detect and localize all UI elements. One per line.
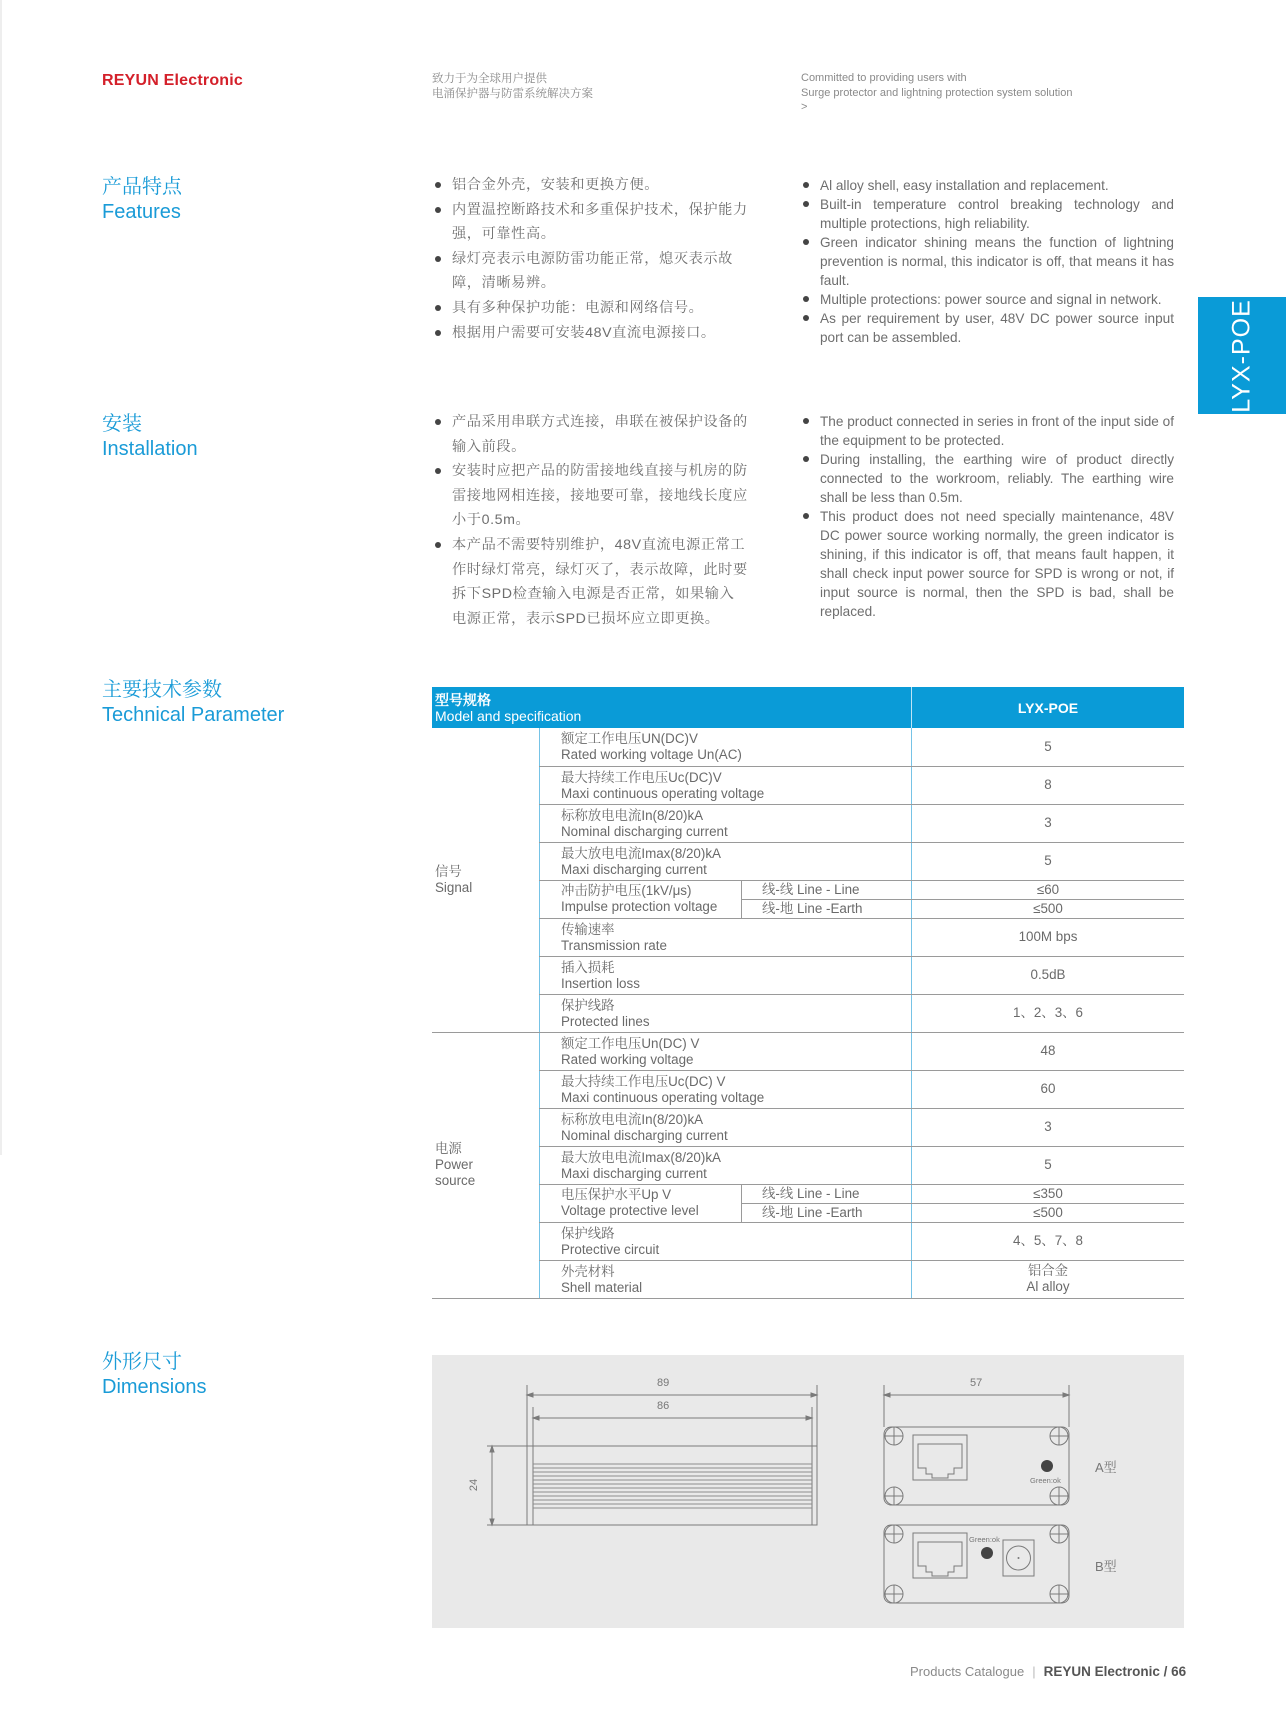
table-row (432, 728, 1184, 766)
param-value: 1、2、3、6 (912, 994, 1185, 1032)
param-en: Rated working voltage Un(AC) (561, 747, 742, 763)
param-label (540, 842, 912, 880)
value-cn: 铝合金 (1027, 1263, 1069, 1278)
param-cn: 外壳材料 (561, 1263, 615, 1279)
param-label (540, 1184, 742, 1222)
param-en: Maxi discharging current (561, 1165, 707, 1181)
dimensions-title-en: Dimensions (102, 1376, 207, 1398)
indicator-led-icon (1041, 1460, 1053, 1472)
param-cn: 传输速率 (561, 921, 615, 937)
installation-heading (102, 412, 198, 462)
param-en: Maxi continuous operating voltage (561, 785, 765, 801)
footer-catalogue: Products Catalogue (910, 1664, 1025, 1679)
param-value: ≤60 (912, 880, 1185, 899)
param-label (540, 918, 912, 956)
param-en: Protected lines (561, 1013, 650, 1029)
sub-param-label: 线-线 Line - Line (742, 1184, 912, 1203)
param-cn: 插入损耗 (561, 959, 615, 975)
dimensions-drawing (432, 1355, 1184, 1628)
list-item: 具有多种保护功能：电源和网络信号。 (432, 296, 748, 321)
param-value (912, 1260, 1185, 1298)
list-item: During installing, the earthing wire of product directly connected to the workroom, reliably. The earthing wire shall be less than 0.5m. (800, 450, 1174, 507)
param-en: Maxi continuous operating voltage (561, 1089, 765, 1105)
param-en: Impulse protection voltage (561, 899, 718, 914)
spec-header-model: LYX-POE (912, 687, 1185, 728)
param-cn: 最大放电电流Imax(8/20)kA (561, 845, 721, 861)
brand-name: REYUN Electronic (102, 72, 244, 89)
features-list-cn (432, 173, 748, 345)
list-item: As per requirement by user, 48V DC power source input port can be assembled. (800, 309, 1174, 347)
table-row (432, 1146, 1184, 1184)
sub-param-label: 线-地 Line -Earth (742, 1203, 912, 1222)
dim-width: 57 (970, 1377, 983, 1389)
technical-heading (102, 678, 284, 728)
dimensions-title-cn: 外形尺寸 (102, 1351, 182, 1373)
tagline-en (801, 71, 1073, 115)
installation-list-en (800, 412, 1174, 621)
header-cn: 型号规格 (435, 691, 491, 708)
features-title-cn: 产品特点 (102, 176, 182, 198)
features-list-en (800, 176, 1174, 347)
param-cn: 电压保护水平Up V (561, 1187, 672, 1202)
param-value: 4、5、7、8 (912, 1222, 1185, 1260)
param-cn: 冲击防护电压(1kV/μs) (561, 883, 692, 898)
sub-param-label: 线-线 Line - Line (742, 880, 912, 899)
list-item: This product does not need specially maintenance, 48V DC power source working normally, the green indicator is shining, if this indicator is off, that means fault happen, it shall check input power source for SPD is wrong or not, if input source is normal, then the SPD is bad, shall be replaced. (800, 507, 1174, 621)
param-label (540, 956, 912, 994)
footer-brand-page: REYUN Electronic / 66 (1043, 1664, 1187, 1679)
group-label-cn: 信号 (435, 863, 462, 879)
table-row (432, 1222, 1184, 1260)
footer-separator: | (1032, 1664, 1036, 1679)
table-row (432, 1108, 1184, 1146)
group-label-en: Power source (435, 1157, 476, 1188)
dimension-diagram (432, 1355, 1184, 1628)
param-cn: 最大放电电流Imax(8/20)kA (561, 1149, 721, 1165)
param-cn: 额定工作电压UN(DC)V (561, 731, 698, 747)
param-cn: 保护线路 (561, 1225, 615, 1241)
param-value: 48 (912, 1032, 1185, 1070)
param-label (540, 1260, 912, 1298)
tagline-cn (432, 72, 593, 102)
param-en: Nominal discharging current (561, 1127, 728, 1143)
variant-b-label: B型 (1095, 1559, 1117, 1574)
param-value: 3 (912, 1108, 1185, 1146)
param-label (540, 1146, 912, 1184)
side-tab-label: LYX-POE (1227, 298, 1256, 413)
table-row (432, 880, 1184, 899)
param-label (540, 880, 742, 918)
param-cn: 标称放电电流In(8/20)kA (561, 1111, 704, 1127)
technical-title-cn: 主要技术参数 (102, 679, 222, 701)
variant-a-label: A型 (1095, 1460, 1117, 1475)
param-value: ≤350 (912, 1184, 1185, 1203)
param-cn: 保护线路 (561, 997, 615, 1013)
param-en: Rated working voltage (561, 1051, 694, 1067)
value-en: Al alloy (1026, 1279, 1070, 1294)
param-value: 8 (912, 766, 1185, 804)
table-row (432, 956, 1184, 994)
table-row (432, 1032, 1184, 1070)
list-item: The product connected in series in front of the input side of the equipment to be protected. (800, 412, 1174, 450)
param-label (540, 1070, 912, 1108)
table-row (432, 1184, 1184, 1203)
list-item: Multiple protections: power source and signal in network. (800, 290, 1174, 309)
table-row (432, 918, 1184, 956)
list-item: Green indicator shining means the function of lightning prevention is normal, this indicator is off, that means it has fault. (800, 233, 1174, 290)
tagline-en-line: Surge protector and lightning protection system solution (801, 86, 1073, 99)
table-row (432, 804, 1184, 842)
list-item: 内置温控断路技术和多重保护技术，保护能力强，可靠性高。 (432, 198, 748, 247)
tagline-cn-line: 电涌保护器与防雷系统解决方案 (432, 88, 593, 100)
param-value: ≤500 (912, 899, 1185, 918)
param-en: Protective circuit (561, 1241, 660, 1257)
param-value: 100M bps (912, 918, 1185, 956)
param-en: Insertion loss (561, 975, 640, 991)
group-label-en: Signal (435, 879, 473, 895)
param-en: Transmission rate (561, 937, 667, 953)
param-label (540, 1222, 912, 1260)
features-title-en: Features (102, 201, 181, 223)
table-row (432, 842, 1184, 880)
header-en: Model and specification (435, 707, 582, 724)
spec-header-label (432, 687, 912, 728)
group-power (432, 1032, 540, 1298)
list-item: Built-in temperature control breaking technology and multiple protections, high reliability. (800, 195, 1174, 233)
param-label (540, 804, 912, 842)
param-en: Voltage protective level (561, 1203, 699, 1218)
param-label (540, 766, 912, 804)
list-item: 安装时应把产品的防雷接地线直接与机房的防雷接地网相连接，接地要可靠，接地线长度应小于0.5m。 (432, 459, 748, 533)
table-row (432, 994, 1184, 1032)
installation-title-en: Installation (102, 438, 198, 460)
param-value: 3 (912, 804, 1185, 842)
dimensions-heading (102, 1350, 206, 1400)
product-side-tab (1198, 297, 1286, 414)
dim-overall-length: 89 (657, 1377, 670, 1389)
features-heading (102, 175, 182, 225)
table-row (432, 1260, 1184, 1298)
technical-title-en: Technical Parameter (102, 704, 285, 726)
tagline-more-arrow[interactable]: > (801, 101, 808, 113)
param-value: 60 (912, 1070, 1185, 1108)
spec-table-header (432, 687, 1184, 728)
indicator-led-icon (981, 1547, 993, 1559)
table-row (432, 766, 1184, 804)
page-footer (910, 1664, 1186, 1679)
param-cn: 额定工作电压Un(DC) V (561, 1035, 700, 1051)
param-value: 0.5dB (912, 956, 1185, 994)
spec-table (432, 687, 1184, 1299)
param-label (540, 728, 912, 766)
indicator-label-a: Green:ok (1030, 1476, 1061, 1485)
installation-title-cn: 安装 (102, 413, 142, 435)
page-edge-line (0, 0, 2, 1155)
param-label (540, 1032, 912, 1070)
list-item: Al alloy shell, easy installation and replacement. (800, 176, 1174, 195)
installation-list-cn (432, 410, 748, 631)
group-signal (432, 728, 540, 1032)
sub-param-label: 线-地 Line -Earth (742, 899, 912, 918)
param-en: Maxi discharging current (561, 861, 707, 877)
param-value: ≤500 (912, 1203, 1185, 1222)
list-item: 本产品不需要特别维护，48V直流电源正常工作时绿灯常亮，绿灯灭了，表示故障，此时要拆下SPD检查输入电源是否正常，如果输入电源正常，表示SPD已损坏应立即更换。 (432, 533, 748, 631)
param-cn: 最大持续工作电压Uc(DC) V (561, 1073, 726, 1089)
param-value: 5 (912, 842, 1185, 880)
param-label (540, 994, 912, 1032)
param-en: Nominal discharging current (561, 823, 728, 839)
param-en: Shell material (561, 1279, 643, 1295)
param-value: 5 (912, 1146, 1185, 1184)
param-value: 5 (912, 728, 1185, 766)
indicator-label-b: Green:ok (969, 1535, 1000, 1544)
param-label (540, 1108, 912, 1146)
list-item: 产品采用串联方式连接，串联在被保护设备的输入前段。 (432, 410, 748, 459)
list-item: 根据用户需要可安装48V直流电源接口。 (432, 321, 748, 346)
tagline-en-line: Committed to providing users with (801, 72, 967, 84)
param-cn: 最大持续工作电压Uc(DC)V (561, 769, 722, 785)
list-item: 铝合金外壳，安装和更换方便。 (432, 173, 748, 198)
dim-body-length: 86 (657, 1400, 670, 1412)
table-row (432, 1070, 1184, 1108)
group-label-cn: 电源 (435, 1141, 462, 1156)
param-cn: 标称放电电流In(8/20)kA (561, 807, 704, 823)
tagline-cn-line: 致力于为全球用户提供 (432, 73, 547, 85)
dim-height: 24 (468, 1478, 481, 1492)
list-item: 绿灯亮表示电源防雷功能正常，熄灭表示故障，清晰易辨。 (432, 247, 748, 296)
